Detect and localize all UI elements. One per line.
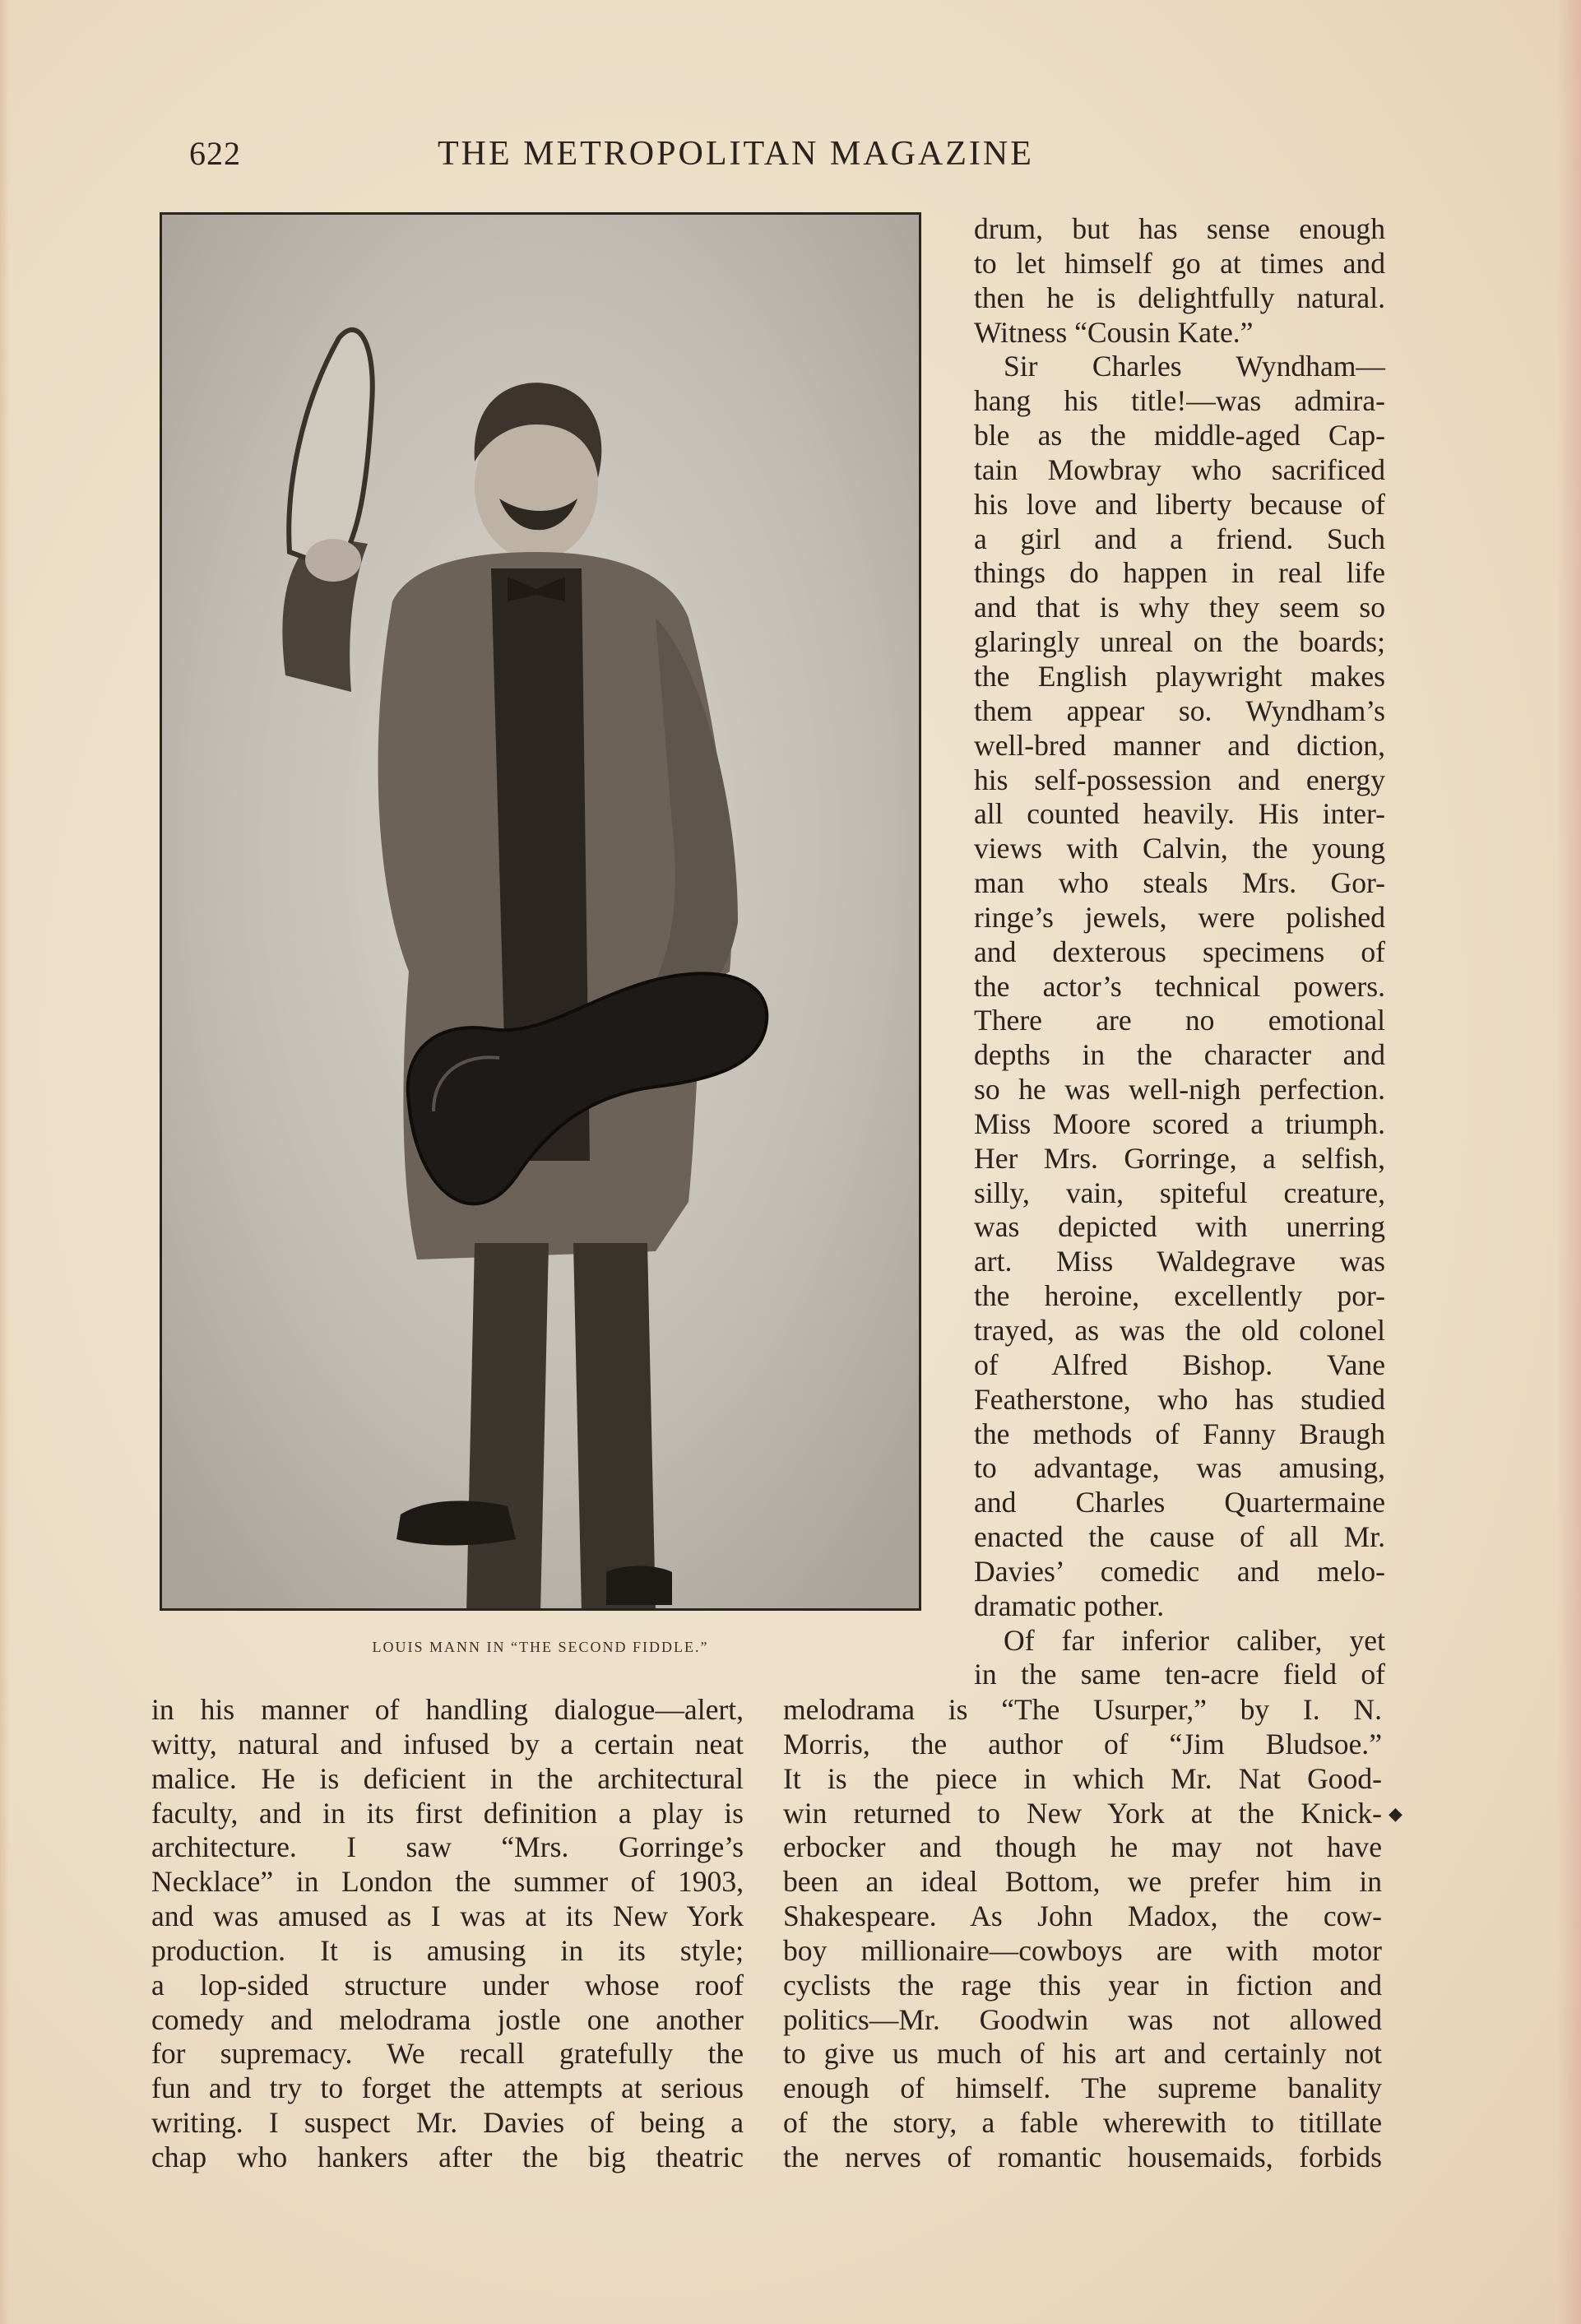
text-line: dramatic pother.	[974, 1589, 1165, 1622]
text-column-right-upper	[974, 212, 1385, 1692]
text-line: win returned to New York at the Knick-	[783, 1796, 1382, 1830]
text-line: cyclists the rage this year in fiction and	[783, 1968, 1382, 2002]
text-line: Featherstone, who has studied	[974, 1382, 1385, 1416]
text-line: things do happen in real life	[974, 556, 1385, 590]
text-line: ringe’s jewels, were polished	[974, 900, 1385, 934]
text-line: of the story, a fable wherewith to titillate	[783, 2106, 1382, 2140]
text-line: of Alfred Bishop. Vane	[974, 1348, 1385, 1381]
text-line: the methods of Fanny Braugh	[974, 1417, 1385, 1450]
text-line: Miss Moore scored a triumph.	[974, 1106, 1385, 1140]
text-line: a girl and a friend. Such	[974, 522, 1385, 555]
margin-mark-icon: ◆	[1389, 1803, 1402, 1824]
text-line: art. Miss Waldegrave was	[974, 1245, 1385, 1278]
text-line: Shakespeare. As John Madox, the cow-	[783, 1900, 1382, 1933]
text-line: hang his title!—was admira-	[974, 384, 1385, 418]
page-edge-tint	[1556, 0, 1581, 2324]
text-line: witty, natural and infused by a certain neat	[151, 1727, 744, 1760]
text-line: boy millionaire—cowboys are with motor	[783, 1933, 1382, 1967]
text-line: melodrama is “The Usurper,” by I. N.	[783, 1693, 1382, 1726]
text-line: all counted heavily. His inter-	[974, 797, 1385, 831]
text-line: the actor’s technical powers.	[974, 969, 1385, 1003]
magazine-title: THE METROPOLITAN MAGAZINE	[438, 135, 1034, 173]
text-column-right-lower	[783, 1693, 1382, 2175]
text-line: silly, vain, spiteful creature,	[974, 1176, 1385, 1209]
text-line: malice. He is deficient in the architectural	[151, 1761, 744, 1795]
text-line: enacted the cause of all Mr.	[974, 1520, 1385, 1554]
text-line: been an ideal Bottom, we prefer him in	[783, 1865, 1382, 1899]
text-line: trayed, as was the old colonel	[974, 1314, 1385, 1347]
text-line: to give us much of his art and certainly not	[783, 2037, 1382, 2071]
text-line: and was amused as I was at its New York	[151, 1900, 744, 1933]
text-line: was depicted with unerring	[974, 1210, 1385, 1244]
text-line: Her Mrs. Gorringe, a selfish,	[974, 1141, 1385, 1175]
text-line: then he is delightfully natural.	[974, 281, 1385, 314]
text-line: drum, but has sense enough	[974, 212, 1385, 245]
text-line: views with Calvin, the young	[974, 832, 1385, 865]
text-line: Morris, the author of “Jim Bludsoe.”	[783, 1727, 1382, 1760]
text-line: It is the piece in which Mr. Nat Good-	[783, 1761, 1382, 1795]
text-line: faculty, and in its first definition a play is	[151, 1796, 744, 1830]
text-line: Of far inferior caliber, yet	[1004, 1623, 1385, 1657]
text-line: depths in the character and	[974, 1038, 1385, 1072]
text-line: so he was well-nigh perfection.	[974, 1073, 1385, 1106]
text-line: production. It is amusing in its style;	[151, 1933, 744, 1967]
text-line: comedy and melodrama jostle one another	[151, 2002, 744, 2036]
text-line: to advantage, was amusing,	[974, 1451, 1385, 1485]
text-line: architecture. I saw “Mrs. Gorringe’s	[151, 1830, 744, 1864]
text-line: them appear so. Wyndham’s	[974, 693, 1385, 727]
text-line: Witness “Cousin Kate.”	[974, 315, 1254, 349]
text-line: Sir Charles Wyndham—	[1004, 350, 1385, 383]
text-line: the nerves of romantic housemaids, forbids	[783, 2140, 1382, 2173]
text-line: and Charles Quartermaine	[974, 1486, 1385, 1519]
text-line: chap who hankers after the big theatric	[151, 2140, 744, 2173]
text-line: erbocker and though he may not have	[783, 1830, 1382, 1864]
text-line: in the same ten-acre field of	[974, 1658, 1385, 1691]
page-edge-shading	[0, 0, 10, 2324]
text-line: fun and try to forget the attempts at serious	[151, 2071, 744, 2105]
text-line: man who steals Mrs. Gor-	[974, 866, 1385, 900]
text-line: Necklace” in London the summer of 1903,	[151, 1865, 744, 1899]
text-line: for supremacy. We recall gratefully the	[151, 2037, 744, 2071]
text-line: his self-possession and energy	[974, 763, 1385, 796]
photograph-illustration	[162, 215, 919, 1608]
text-line: writing. I suspect Mr. Davies of being a	[151, 2106, 744, 2140]
text-line: his love and liberty because of	[974, 487, 1385, 521]
text-line: enough of himself. The supreme banality	[783, 2071, 1382, 2105]
text-line: the English playwright makes	[974, 659, 1385, 693]
text-line: and dexterous specimens of	[974, 935, 1385, 968]
text-line: the heroine, excellently por-	[974, 1279, 1385, 1313]
photo-caption: LOUIS MANN IN “THE SECOND FIDDLE.”	[372, 1639, 709, 1655]
text-line: in his manner of handling dialogue—alert,	[151, 1693, 744, 1726]
text-column-left-lower	[151, 1693, 744, 2175]
text-line: well-bred manner and diction,	[974, 728, 1385, 762]
photograph-louis-mann	[160, 212, 921, 1611]
text-line: glaringly unreal on the boards;	[974, 625, 1385, 659]
page-number: 622	[189, 135, 241, 172]
text-line: tain Mowbray who sacrificed	[974, 452, 1385, 486]
text-line: a lop-sided structure under whose roof	[151, 1968, 744, 2002]
text-line: Davies’ comedic and melo-	[974, 1554, 1385, 1588]
text-line: and that is why they seem so	[974, 591, 1385, 624]
text-line: politics—Mr. Goodwin was not allowed	[783, 2002, 1382, 2036]
text-line: There are no emotional	[974, 1004, 1385, 1037]
running-header	[189, 134, 1110, 183]
text-line: to let himself go at times and	[974, 246, 1385, 280]
text-line: ble as the middle-aged Cap-	[974, 419, 1385, 452]
